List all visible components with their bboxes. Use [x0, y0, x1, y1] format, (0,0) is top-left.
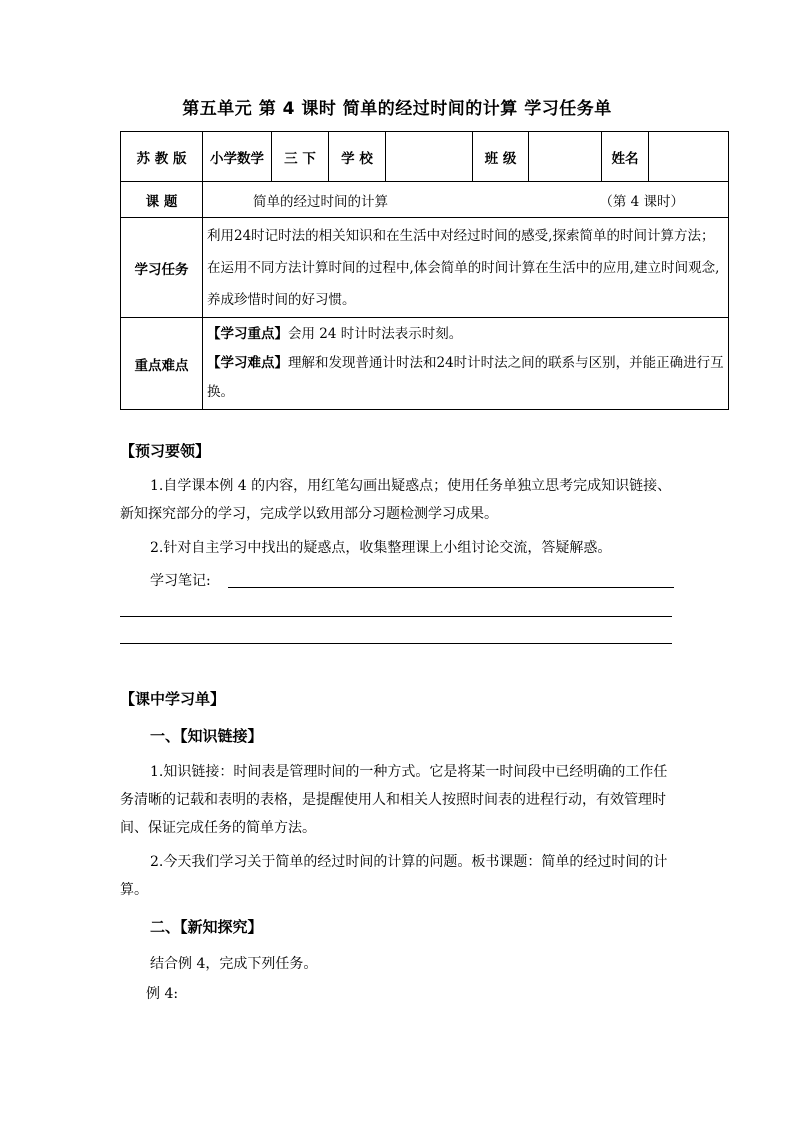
knowledge-link-item-2: 2.今天我们学习关于简单的经过时间的计算的问题。板书课题：简单的经过时间的计算。 — [120, 854, 668, 898]
page-title: 第五单元 第 4 课时 简单的经过时间的计算 学习任务单 — [182, 99, 612, 119]
difficulty-text: 理解和发现普通计时法和24时计时法之间的联系与区别，并能正确进行互换。 — [207, 355, 724, 400]
info-table — [120, 131, 729, 410]
key-row — [121, 318, 729, 410]
lesson-cell — [203, 182, 729, 218]
preview-item-1: 1.自学课本例 4 的内容，用红笔勾画出疑惑点；使用任务单独立思考完成知识链接、新知探究部分的学习，完成学以致用部分习题检测学习成果。 — [120, 478, 672, 522]
lesson-topic: 简单的经过时间的计算 — [253, 193, 388, 210]
difficulty-line — [207, 349, 724, 407]
lesson-row — [121, 182, 729, 218]
focus-text: 会用 24 时计时法表示时刻。 — [288, 326, 463, 342]
new-knowledge-intro: 结合例 4，完成下列任务。 — [150, 956, 318, 972]
notes-line-1[interactable] — [228, 587, 674, 588]
task-row — [121, 218, 729, 318]
grade-cell: 三 下 — [272, 132, 329, 182]
key-cell — [203, 318, 729, 410]
in-class-heading: 【课中学习单】 — [120, 690, 226, 708]
notes-line-3[interactable] — [120, 643, 672, 644]
preview-item-2: 2.针对自主学习中找出的疑惑点，收集整理课上小组讨论交流，答疑解惑。 — [150, 540, 612, 556]
example-label: 例 4: — [146, 986, 179, 1002]
class-field[interactable] — [529, 132, 602, 182]
key-label: 重点难点 — [121, 318, 203, 410]
school-field[interactable] — [386, 132, 473, 182]
focus-line — [207, 320, 724, 349]
school-label: 学 校 — [329, 132, 386, 182]
name-label: 姓名 — [602, 132, 649, 182]
focus-tag: 【学习重点】 — [207, 326, 288, 342]
class-label: 班 级 — [473, 132, 529, 182]
preview-heading: 【预习要领】 — [120, 442, 211, 460]
notes-line-2[interactable] — [120, 616, 672, 617]
knowledge-link-heading: 一、【知识链接】 — [150, 727, 263, 745]
new-knowledge-heading: 二、【新知探究】 — [150, 918, 263, 936]
knowledge-link-item-1: 1.知识链接：时间表是管理时间的一种方式。它是将某一时间段中已经明确的工作任务清晰的记载和表明的表格，是提醒使用人和相关人按照时间表的进程行动，有效管理时间、保证完成任务的简单方法。 — [120, 764, 668, 836]
task-text: 利用24时记时法的相关知识和在生活中对经过时间的感受,探索简单的时间计算方法；在运用不同方法计算时间的过程中,体会简单的时间计算在生活中的应用,建立时间观念,养成珍惜时间的好习惯。 — [203, 218, 729, 318]
name-field[interactable] — [649, 132, 729, 182]
difficulty-tag: 【学习难点】 — [207, 355, 288, 371]
publisher-cell: 苏 教 版 — [121, 132, 203, 182]
subject-cell: 小学数学 — [203, 132, 272, 182]
lesson-period: （第 4 课时） — [599, 193, 684, 210]
notes-label: 学习笔记: — [150, 573, 211, 589]
lesson-label: 课 题 — [121, 182, 203, 218]
task-label: 学习任务 — [121, 218, 203, 318]
header-row — [121, 132, 729, 182]
